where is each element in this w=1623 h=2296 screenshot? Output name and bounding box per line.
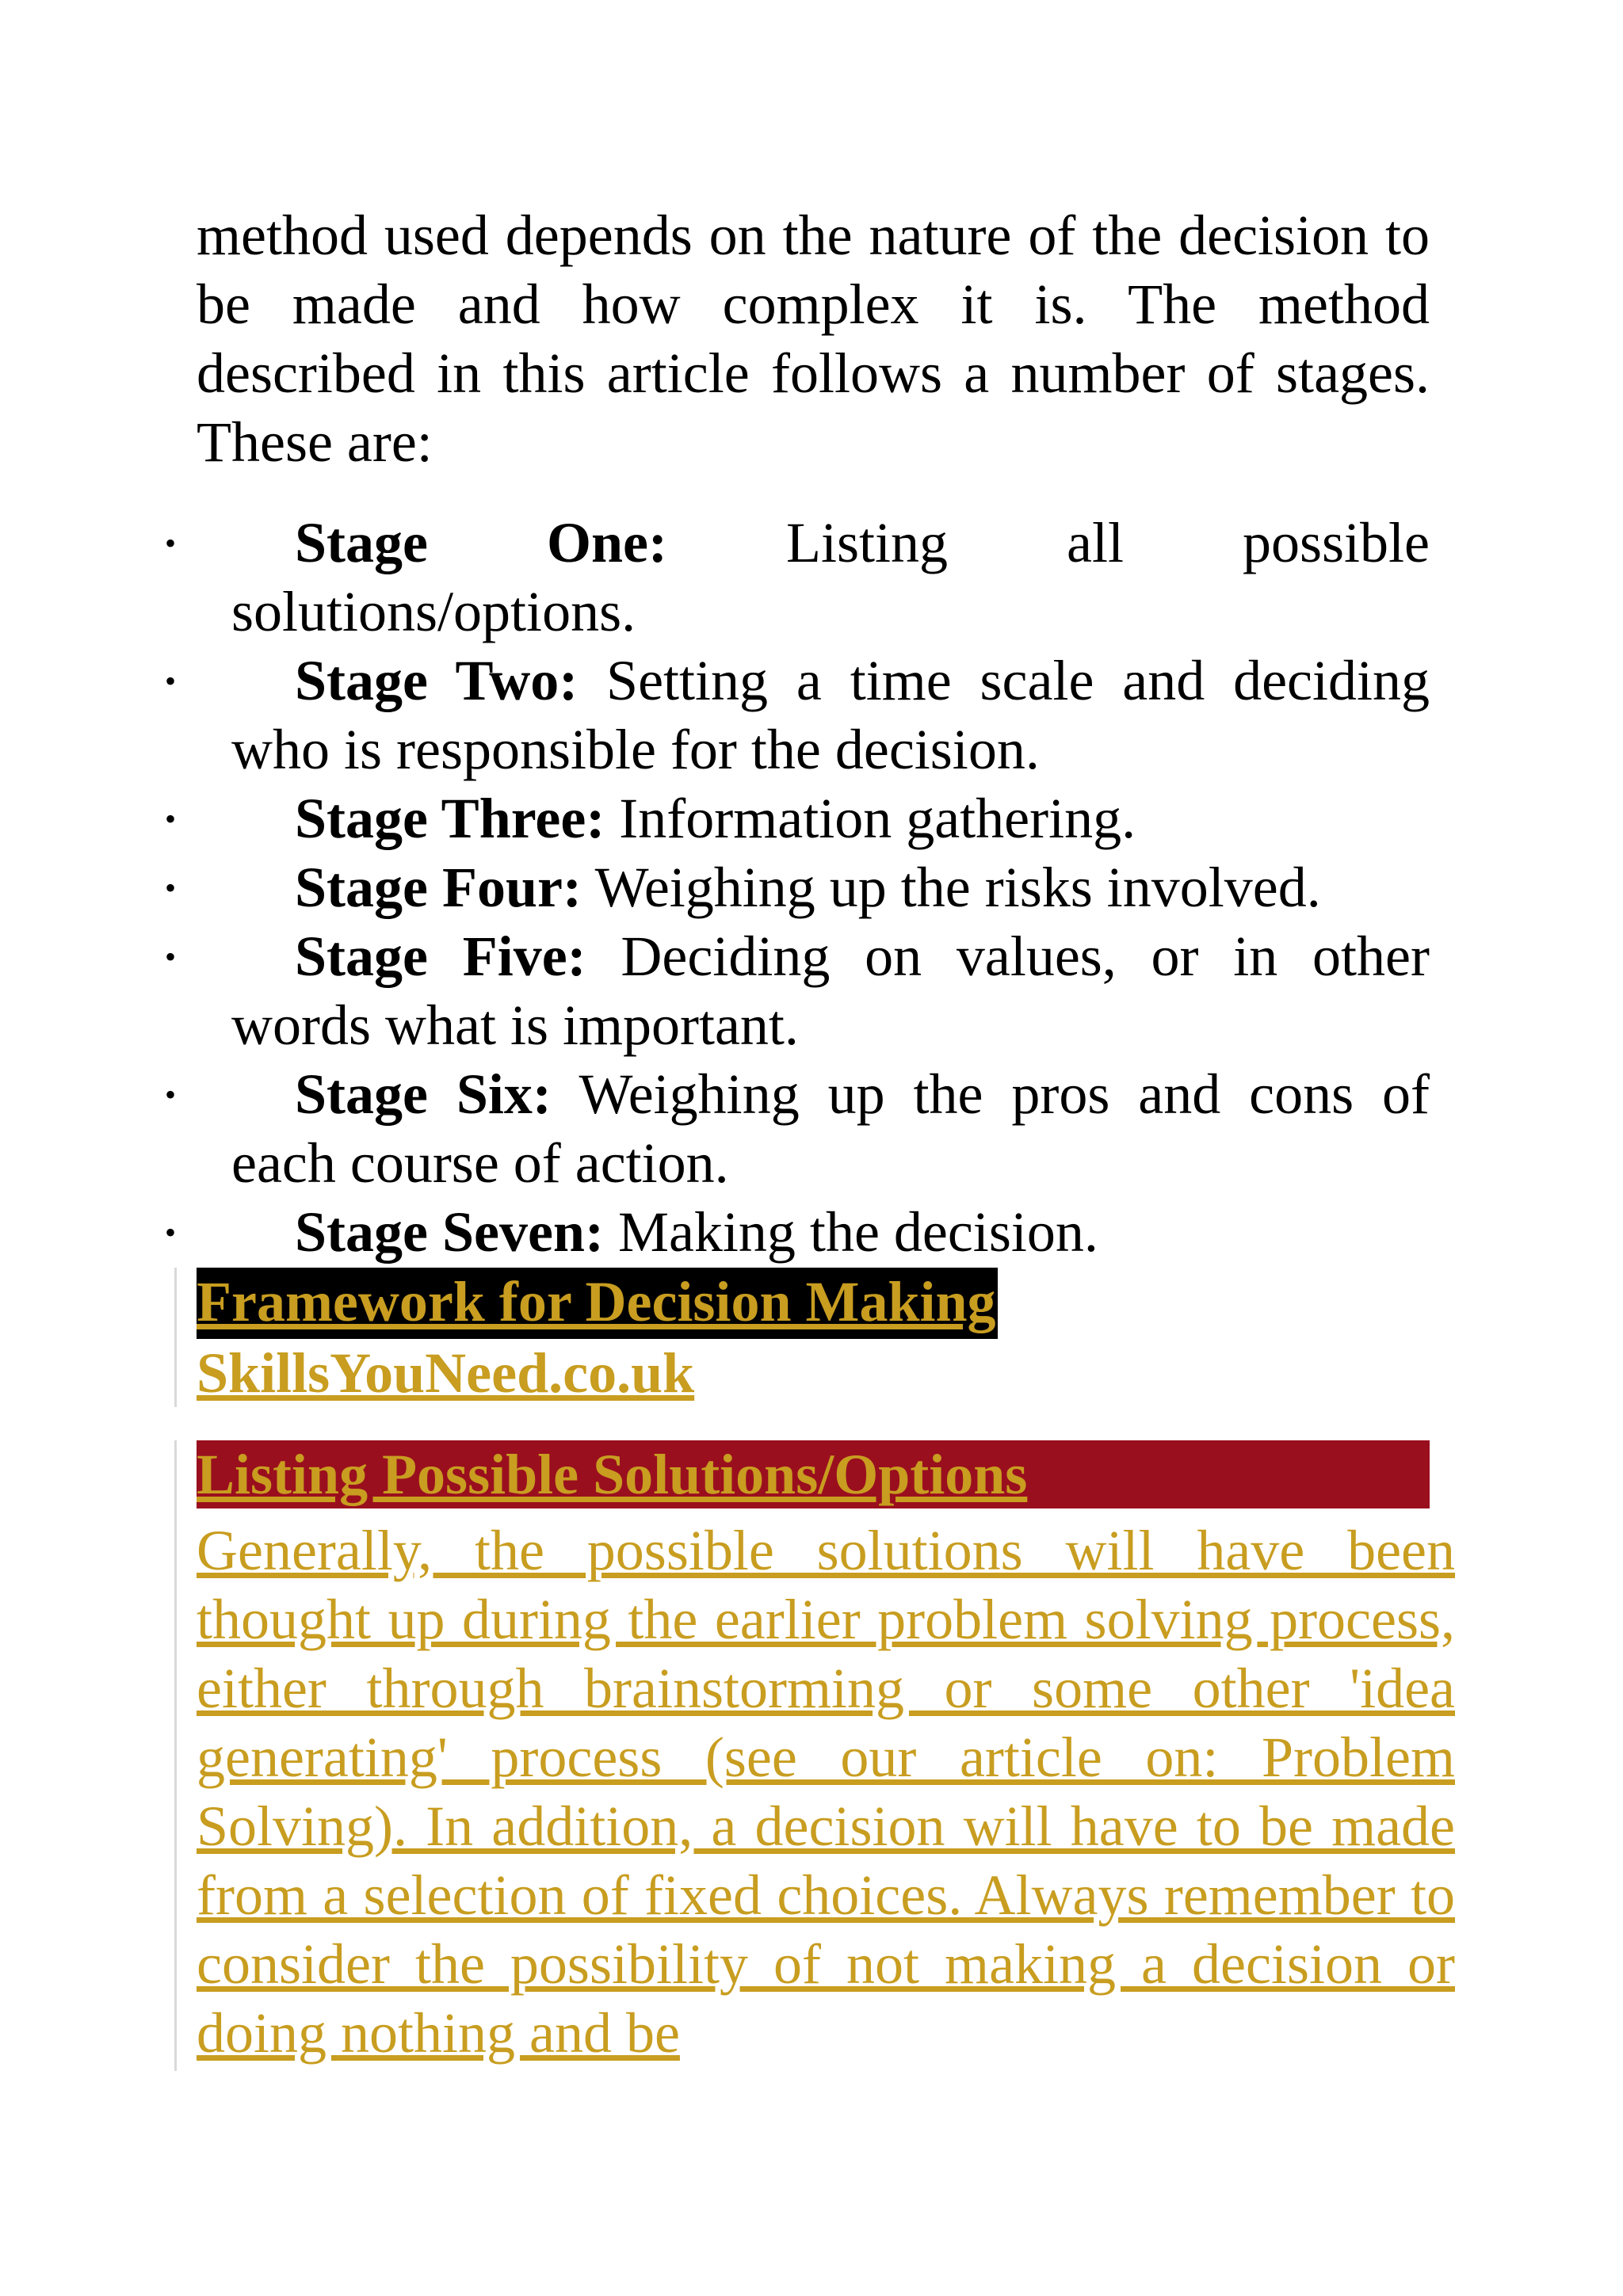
stage-text: Setting a time scale and deciding who is responsible for the decision. — [231, 649, 1430, 781]
bullet-icon: • — [165, 525, 177, 561]
stage-label: Stage Five: — [295, 925, 586, 988]
stage-label: Stage Three: — [295, 787, 605, 850]
list-item — [165, 509, 1430, 646]
intro-paragraph: method used depends on the nature of the decision to be made and how complex it is. The method described in this article follows a number of stages. These are: — [197, 204, 1430, 474]
stages-list — [165, 509, 1430, 1267]
stage-text: Making the decision. — [617, 1200, 1098, 1264]
stage-label: Stage One: — [295, 511, 667, 574]
bullet-icon: • — [165, 1077, 177, 1112]
framework-title-bar — [197, 1268, 998, 1339]
framework-block — [197, 1268, 998, 1407]
list-item — [165, 646, 1430, 784]
section-body-link[interactable]: Generally, the possible solutions will have been thought up during the earlier problem solving process, either through brainstorming or some other 'idea generating' process (see our article on: Problem Solving). In addition, a decision will have to be made from a selection of fixed choices. Always remember to consider the possibility of not making a decision or doing nothing and be — [197, 1519, 1455, 2065]
stage-text: Information gathering. — [619, 787, 1136, 850]
list-item — [165, 922, 1430, 1060]
stage-text: Listing all possible solutions/options. — [231, 511, 1430, 643]
bullet-icon: • — [165, 801, 177, 837]
bullet-icon: • — [165, 663, 177, 699]
stage-text: Weighing up the risks involved. — [594, 856, 1321, 919]
bullet-icon: • — [165, 870, 177, 906]
stage-text: Deciding on values, or in other words what is important. — [231, 925, 1430, 1057]
list-item — [165, 853, 1430, 922]
stage-label: Stage Seven: — [295, 1200, 604, 1264]
stage-label: Stage Four: — [295, 856, 582, 919]
list-item — [165, 1060, 1430, 1198]
quote-rule — [174, 1268, 177, 1407]
section-heading-link[interactable]: Listing Possible Solutions/Options — [197, 1443, 1028, 1506]
site-link[interactable]: SkillsYouNeed.co.uk — [197, 1341, 695, 1405]
stage-text: Weighing up the pros and cons of each course of action. — [231, 1062, 1430, 1195]
bullet-icon: • — [165, 939, 177, 974]
section-rule — [174, 1440, 177, 2071]
bullet-icon: • — [165, 1215, 177, 1250]
framework-title-link[interactable]: Framework for Decision Making — [197, 1270, 996, 1333]
stage-label: Stage Six: — [295, 1062, 552, 1126]
stage-label: Stage Two: — [295, 649, 579, 712]
list-item — [165, 784, 1430, 853]
list-item — [165, 1198, 1430, 1267]
